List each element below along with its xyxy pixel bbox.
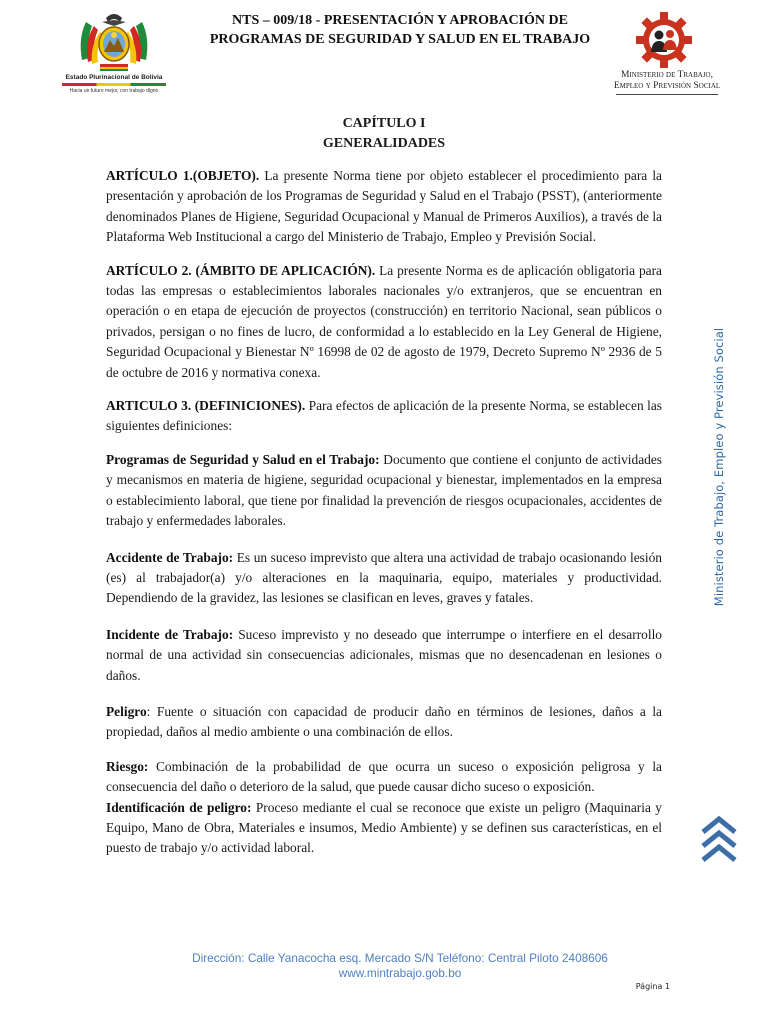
flag-stripes <box>62 83 166 86</box>
definition-incidente <box>106 625 662 686</box>
page-footer <box>130 951 670 981</box>
document-body <box>106 114 662 859</box>
definition-term: Riesgo: <box>106 758 149 774</box>
definition-text: Proceso mediante el cual se reconoce que existe un peligro (Maquinaria y Equipo, Mano de Obra, Materiales e insumos, Medio Ambiente) y se definen sus características, en el puesto de trabajo y/o actividad laboral. <box>106 799 662 856</box>
definition-peligro <box>106 702 662 743</box>
definition-text: Suceso imprevisto y no deseado que interrumpe o interfiere en el desarrollo normal de una actividad sin consecuencias adicionales, mismas que no desencadenan en lesiones o daños. <box>106 626 662 683</box>
article-1 <box>106 166 662 248</box>
document-title <box>180 11 620 49</box>
article-text: Para efectos de aplicación de la presente Norma, se establecen las siguientes definiciones: <box>106 398 662 434</box>
ministry-line-2: Empleo y Previsión Social <box>613 81 721 91</box>
article-text: La presente Norma es de aplicación obligatoria para todas las empresas o establecimientos laborales nacionales y/o extranjeros, que se encuentran en operación o en etapa de ejecución de proyectos (construcción) en territorio Nacional, sean públicos o privados, persigan o no fines de lucro, de conformidad a lo establecido en la Ley General de Higiene, Seguridad Ocupacional y Bienestar Nº 16998 de 02 de agosto de 1979, Decreto Supremo Nº 2936 de 5 de octubre de 2016 y normativa conexa. <box>106 262 662 380</box>
definition-identificacion <box>106 798 662 859</box>
definition-programas <box>106 450 662 532</box>
chapter-number: CAPÍTULO I <box>342 116 426 131</box>
definition-text: Es un suceso imprevisto que altera una actividad de trabajo ocasionando lesión (es) al trabajador(a) y/o alteraciones en la maquinaria, equipo, materiales y productividad. Dependiendo de la gravidez, las lesiones se clasifican en leves, graves y fatales. <box>106 549 663 606</box>
bolivia-coat-of-arms-icon <box>76 8 152 72</box>
article-heading: ARTÍCULO 2. (ÁMBITO DE APLICACIÓN). <box>106 262 376 278</box>
article-heading: ARTÍCULO 1.(OBJETO). <box>106 168 260 183</box>
definition-term: Peligro <box>106 703 147 719</box>
definition-riesgo <box>106 757 662 798</box>
brand-name: Estado Plurinacional de Bolivia <box>65 74 163 81</box>
chapter-heading <box>106 114 662 154</box>
title-line-1: NTS – 009/18 - PRESENTACIÓN Y APROBACIÓN DE <box>232 13 568 28</box>
side-ministry-label: Ministerio de Trabajo, Empleo y Previsión Social <box>712 327 726 607</box>
footer-address: Dirección: Calle Yanacocha esq. Mercado S/N Teléfono: Central Piloto 2408606 <box>192 951 608 965</box>
definition-text: Documento que contiene el conjunto de actividades y mecanismos en materia de higiene, seguridad ocupacional y bienestar, implementados en la empresa o establecimiento laboral, que tiene por finalidad la prevención de riesgos ocupacionales, accidentes de trabajo y enfermedades laborales. <box>106 451 662 529</box>
definition-term: Incidente de Trabajo: <box>106 626 234 642</box>
article-3 <box>106 396 662 437</box>
ministry-line-1: Ministerio de Trabajo, <box>621 70 713 80</box>
bolivia-logo <box>62 8 166 98</box>
ministry-name <box>612 70 722 92</box>
definition-term: Identificación de peligro: <box>106 799 252 815</box>
page-number: Página 1 <box>635 982 670 991</box>
ministry-gear-icon <box>636 12 692 68</box>
chapter-title: GENERALIDADES <box>322 136 446 151</box>
footer-website: www.mintrabajo.gob.bo <box>338 966 462 980</box>
article-text: La presente Norma tiene por objeto establecer el procedimiento para la presentación y aprobación de los Programas de Seguridad y Salud en el Trabajo (PSST), (anteriormente denominados Planes de Higiene, Seguridad Ocupacional y Manual de Primeros Auxilios), a través de la Plataforma Web Institucional a cargo del Ministerio de Trabajo, Empleo y Previsión Social. <box>106 168 663 245</box>
page-header <box>0 0 768 100</box>
definition-term: Programas de Seguridad y Salud en el Trabajo: <box>106 451 380 467</box>
ministry-logo <box>612 12 722 98</box>
ministry-underline <box>616 94 718 95</box>
article-heading: ARTICULO 3. (DEFINICIONES). <box>106 398 306 414</box>
chevron-up-icon <box>700 814 738 866</box>
definition-text: Combinación de la probabilidad de que ocurra un suceso o exposición peligrosa y la consecuencia del daño o deterioro de la salud, que puede causar dicho suceso o exposición. <box>106 758 662 795</box>
definition-text: : Fuente o situación con capacidad de producir daño en términos de lesiones, daños a la propiedad, daños al medio ambiente o una combinación de ellos. <box>106 703 662 740</box>
brand-motto: Hacia un futuro mejor, con trabajo digno <box>69 88 159 94</box>
article-2 <box>106 261 662 383</box>
title-line-2: PROGRAMAS DE SEGURIDAD Y SALUD EN EL TRABAJO <box>209 32 591 47</box>
definition-term: Accidente de Trabajo: <box>106 549 234 565</box>
definition-accidente <box>106 548 662 609</box>
